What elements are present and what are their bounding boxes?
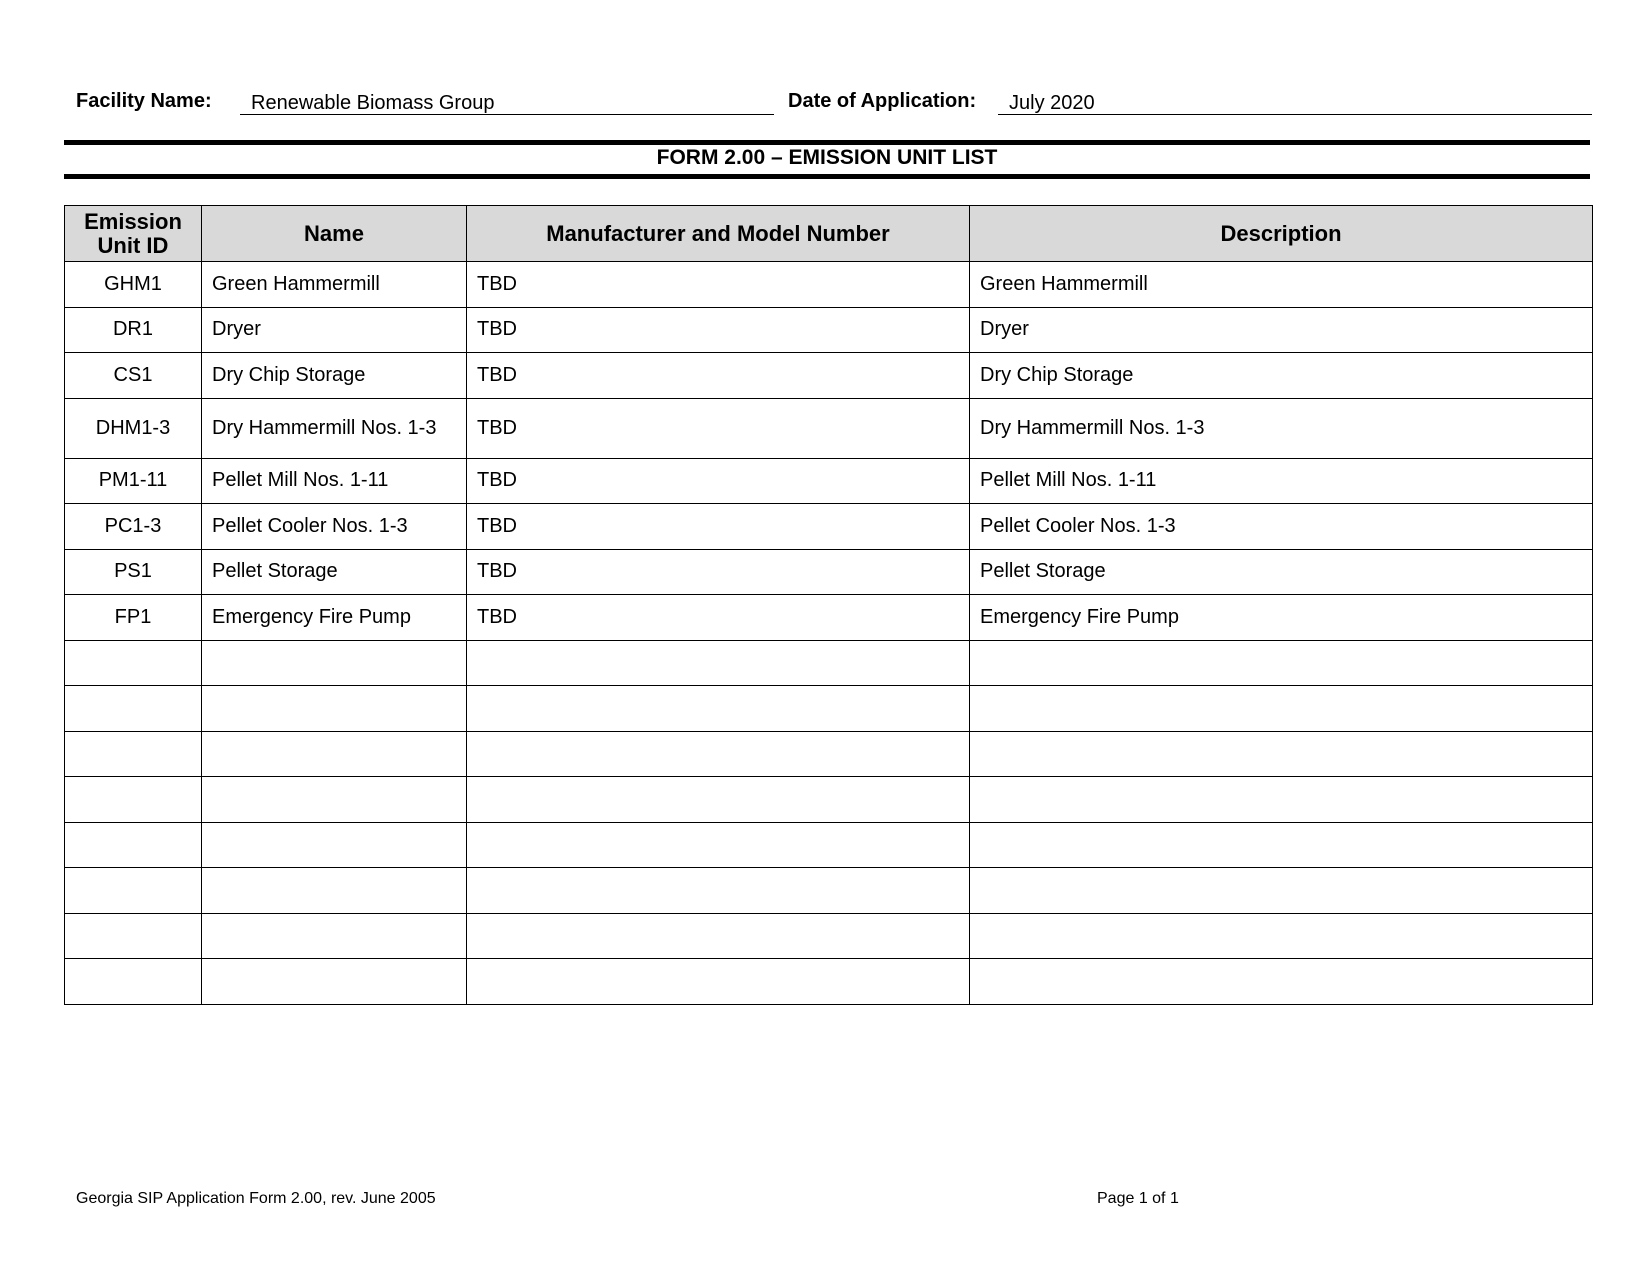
- cell-manufacturer-model[interactable]: [467, 822, 970, 868]
- cell-manufacturer-model[interactable]: [467, 640, 970, 686]
- cell-description[interactable]: Pellet Storage: [970, 549, 1593, 595]
- cell-description[interactable]: [970, 868, 1593, 914]
- date-of-application-label: Date of Application:: [788, 90, 977, 112]
- cell-name[interactable]: Emergency Fire Pump: [202, 595, 467, 641]
- cell-description[interactable]: [970, 686, 1593, 732]
- cell-description[interactable]: Dry Hammermill Nos. 1-3: [970, 398, 1593, 458]
- cell-description[interactable]: [970, 777, 1593, 823]
- cell-emission-unit-id[interactable]: GHM1: [65, 262, 202, 308]
- cell-name[interactable]: Dry Hammermill Nos. 1-3: [202, 398, 467, 458]
- cell-manufacturer-model[interactable]: [467, 959, 970, 1005]
- cell-manufacturer-model[interactable]: [467, 731, 970, 777]
- cell-manufacturer-model[interactable]: [467, 686, 970, 732]
- cell-description[interactable]: [970, 640, 1593, 686]
- column-description-header: Description: [970, 206, 1593, 262]
- facility-name-field[interactable]: Renewable Biomass Group: [240, 88, 774, 115]
- table-row: [65, 262, 1593, 308]
- cell-emission-unit-id[interactable]: PS1: [65, 549, 202, 595]
- bottom-rule: [64, 174, 1590, 179]
- page-number: Page 1 of 1: [1097, 1190, 1179, 1207]
- cell-emission-unit-id[interactable]: [65, 959, 202, 1005]
- cell-description[interactable]: [970, 913, 1593, 959]
- date-of-application-field[interactable]: July 2020: [998, 88, 1592, 115]
- cell-name[interactable]: [202, 686, 467, 732]
- cell-manufacturer-model[interactable]: TBD: [467, 504, 970, 550]
- cell-description[interactable]: Dry Chip Storage: [970, 353, 1593, 399]
- table-row: [65, 731, 1593, 777]
- table-row: [65, 777, 1593, 823]
- table-row: [65, 595, 1593, 641]
- cell-name[interactable]: Dry Chip Storage: [202, 353, 467, 399]
- cell-manufacturer-model[interactable]: TBD: [467, 307, 970, 353]
- table-row: [65, 640, 1593, 686]
- cell-name[interactable]: Green Hammermill: [202, 262, 467, 308]
- form-revision-footer: Georgia SIP Application Form 2.00, rev. June 2005: [76, 1190, 436, 1207]
- table-body: [65, 262, 1593, 1005]
- cell-name[interactable]: [202, 822, 467, 868]
- cell-description[interactable]: Dryer: [970, 307, 1593, 353]
- cell-emission-unit-id[interactable]: FP1: [65, 595, 202, 641]
- cell-emission-unit-id[interactable]: PM1-11: [65, 458, 202, 504]
- column-name-header: Name: [202, 206, 467, 262]
- table-row: [65, 458, 1593, 504]
- form-title: FORM 2.00 – EMISSION UNIT LIST: [656, 146, 998, 169]
- cell-manufacturer-model[interactable]: [467, 868, 970, 914]
- application-header: [76, 88, 1592, 118]
- cell-emission-unit-id[interactable]: [65, 777, 202, 823]
- table-row: [65, 959, 1593, 1005]
- cell-description[interactable]: [970, 822, 1593, 868]
- column-emission-unit-id-header: Emission Unit ID: [65, 206, 202, 262]
- cell-name[interactable]: Pellet Mill Nos. 1-11: [202, 458, 467, 504]
- cell-description[interactable]: Green Hammermill: [970, 262, 1593, 308]
- top-rule: [64, 140, 1590, 145]
- cell-name[interactable]: [202, 868, 467, 914]
- cell-emission-unit-id[interactable]: [65, 913, 202, 959]
- table-row: [65, 307, 1593, 353]
- column-manufacturer-model-header: Manufacturer and Model Number: [467, 206, 970, 262]
- cell-emission-unit-id[interactable]: PC1-3: [65, 504, 202, 550]
- cell-description[interactable]: Emergency Fire Pump: [970, 595, 1593, 641]
- cell-description[interactable]: Pellet Cooler Nos. 1-3: [970, 504, 1593, 550]
- cell-description[interactable]: Pellet Mill Nos. 1-11: [970, 458, 1593, 504]
- cell-manufacturer-model[interactable]: [467, 913, 970, 959]
- cell-name[interactable]: [202, 777, 467, 823]
- cell-emission-unit-id[interactable]: CS1: [65, 353, 202, 399]
- table-row: [65, 822, 1593, 868]
- cell-emission-unit-id[interactable]: [65, 731, 202, 777]
- cell-emission-unit-id[interactable]: [65, 822, 202, 868]
- cell-name[interactable]: [202, 640, 467, 686]
- emission-unit-table: [64, 205, 1593, 1005]
- cell-emission-unit-id[interactable]: [65, 868, 202, 914]
- cell-name[interactable]: [202, 913, 467, 959]
- cell-name[interactable]: Pellet Cooler Nos. 1-3: [202, 504, 467, 550]
- cell-emission-unit-id[interactable]: [65, 686, 202, 732]
- cell-manufacturer-model[interactable]: TBD: [467, 595, 970, 641]
- cell-manufacturer-model[interactable]: [467, 777, 970, 823]
- cell-manufacturer-model[interactable]: TBD: [467, 458, 970, 504]
- cell-name[interactable]: Dryer: [202, 307, 467, 353]
- cell-description[interactable]: [970, 731, 1593, 777]
- facility-name-label: Facility Name:: [76, 90, 212, 112]
- table-row: [65, 868, 1593, 914]
- cell-emission-unit-id[interactable]: DR1: [65, 307, 202, 353]
- cell-name[interactable]: [202, 731, 467, 777]
- cell-manufacturer-model[interactable]: TBD: [467, 398, 970, 458]
- table-row: [65, 549, 1593, 595]
- table-row: [65, 353, 1593, 399]
- table-row: [65, 686, 1593, 732]
- cell-name[interactable]: Pellet Storage: [202, 549, 467, 595]
- cell-manufacturer-model[interactable]: TBD: [467, 549, 970, 595]
- cell-manufacturer-model[interactable]: TBD: [467, 262, 970, 308]
- table-row: [65, 398, 1593, 458]
- table-row: [65, 504, 1593, 550]
- cell-emission-unit-id[interactable]: [65, 640, 202, 686]
- cell-emission-unit-id[interactable]: DHM1-3: [65, 398, 202, 458]
- cell-name[interactable]: [202, 959, 467, 1005]
- table-header-row: [65, 206, 1593, 262]
- cell-description[interactable]: [970, 959, 1593, 1005]
- cell-manufacturer-model[interactable]: TBD: [467, 353, 970, 399]
- table-row: [65, 913, 1593, 959]
